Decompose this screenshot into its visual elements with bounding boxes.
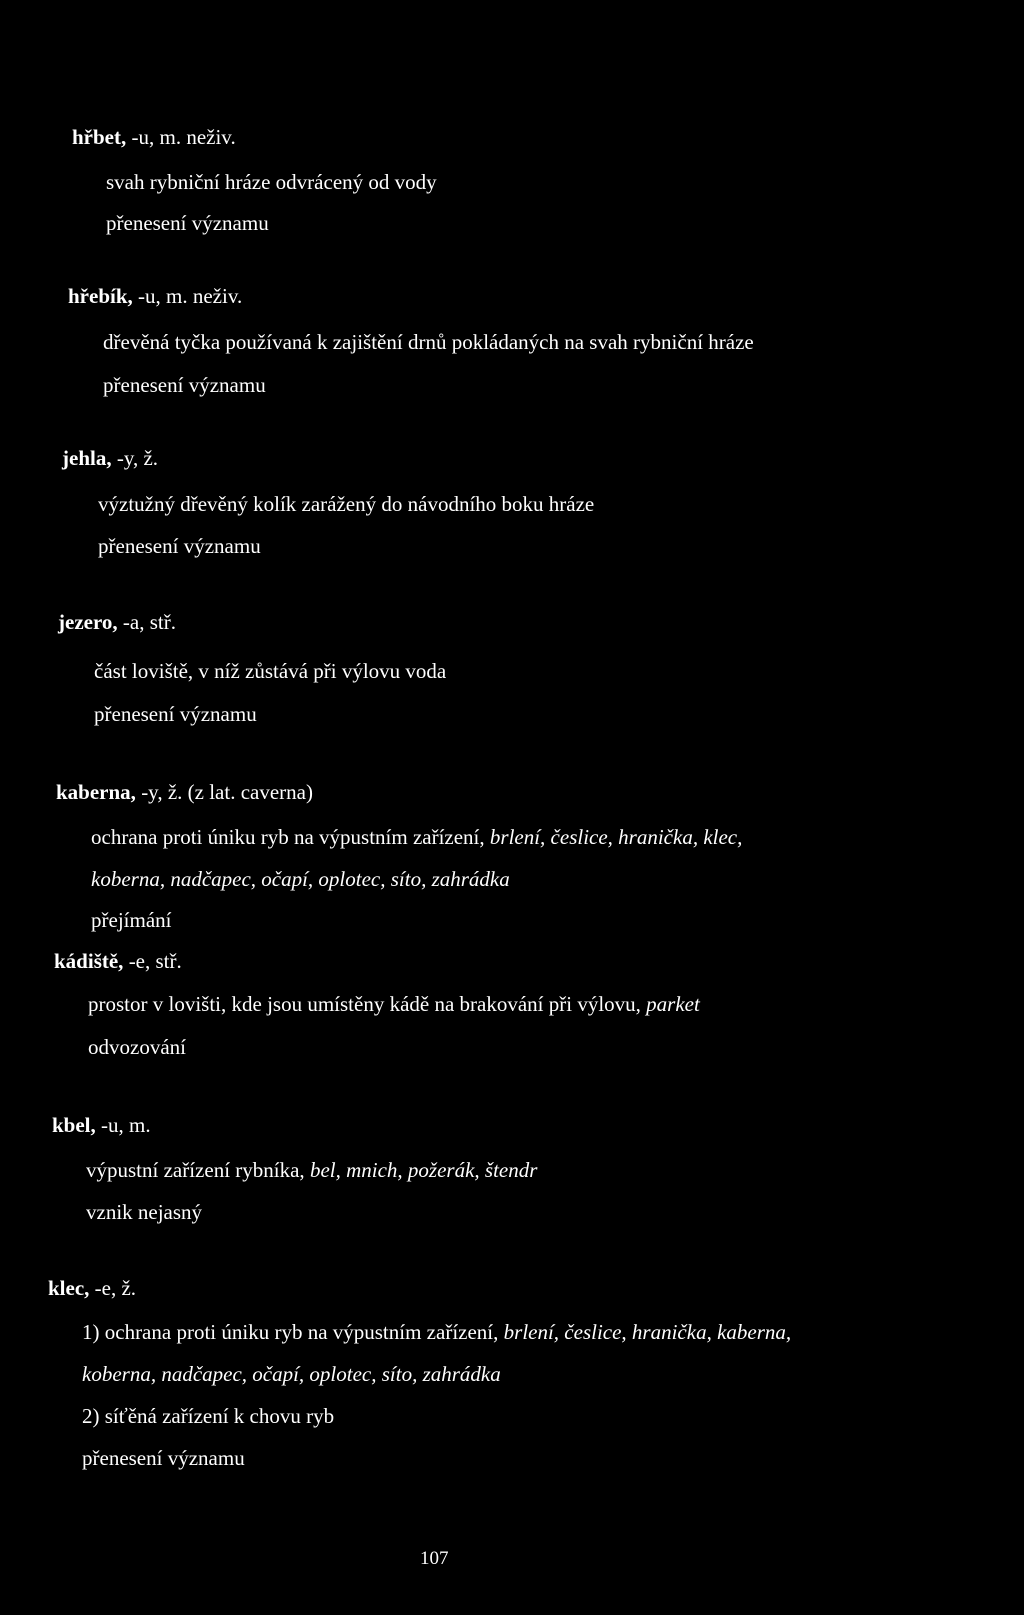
headword: jezero,: [58, 610, 118, 634]
definition: svah rybniční hráze odvrácený od vody: [106, 170, 437, 194]
entry-headline: [62, 445, 158, 471]
grammar-info: -u, m. neživ.: [132, 284, 243, 308]
etymology-note: přenesení významu: [106, 211, 269, 235]
definition: výztužný dřevěný kolík zarážený do návodního boku hráze: [98, 492, 595, 516]
grammar-info: -a, stř.: [117, 610, 176, 634]
grammar-info: -e, ž.: [89, 1276, 137, 1300]
grammar-info: -e, stř.: [123, 949, 182, 973]
etymology-note: přenesení významu: [98, 534, 261, 558]
headword: hřebík,: [68, 284, 133, 308]
definition: [86, 1157, 537, 1183]
synonyms: koberna, nadčapec, očapí, oplotec, síto, zahrádka: [82, 1362, 501, 1386]
headword: kbel,: [52, 1113, 96, 1137]
headword: jehla,: [62, 446, 112, 470]
definition-continuation: [82, 1361, 501, 1387]
etymology-note: odvozování: [88, 1035, 186, 1059]
entry-headline: [54, 948, 182, 974]
grammar-info: -y, ž.: [111, 446, 159, 470]
entry-headline: [56, 779, 313, 805]
definition: dřevěná tyčka používaná k zajištění drnů pokládaných na svah rybniční hráze: [103, 330, 754, 354]
definition-continuation: [91, 866, 510, 892]
synonyms: brlení, česlice, hranička, klec,: [489, 825, 743, 849]
grammar-info: -y, ž. (z lat. caverna): [135, 780, 313, 804]
etymology-note: přejímání: [91, 908, 172, 932]
definition-text: výpustní zařízení rybníka,: [86, 1158, 310, 1182]
definition-sense-1: [82, 1319, 791, 1345]
grammar-info: -u, m.: [95, 1113, 151, 1137]
entry-headline: [58, 609, 176, 635]
headword: kaberna,: [56, 780, 136, 804]
definition: [91, 824, 742, 850]
entry-headline: [68, 283, 242, 309]
headword: klec,: [48, 1276, 90, 1300]
definition-sense-2: 2) síťěná zařízení k chovu ryb: [82, 1404, 335, 1428]
synonyms: koberna, nadčapec, očapí, oplotec, síto, zahrádka: [91, 867, 510, 891]
grammar-info: -u, m. neživ.: [126, 125, 236, 149]
definition: část loviště, v níž zůstává při výlovu voda: [94, 659, 447, 683]
entry-headline: [72, 124, 236, 150]
etymology-note: přenesení významu: [94, 702, 257, 726]
entry-headline: [52, 1112, 151, 1138]
page-number: 107: [420, 1548, 449, 1569]
synonyms: brlení, česlice, hranička, kaberna,: [503, 1320, 792, 1344]
synonyms: parket: [646, 992, 700, 1016]
etymology-note: přenesení významu: [82, 1446, 245, 1470]
definition-text: 1) ochrana proti úniku ryb na výpustním zařízení,: [82, 1320, 504, 1344]
definition-text: ochrana proti úniku ryb na výpustním zařízení,: [91, 825, 490, 849]
definition: [88, 991, 700, 1017]
etymology-note: vznik nejasný: [86, 1200, 203, 1224]
etymology-note: přenesení významu: [103, 373, 266, 397]
entry-headline: [48, 1275, 136, 1301]
headword: hřbet,: [72, 125, 127, 149]
synonyms: bel, mnich, požerák, štendr: [309, 1158, 538, 1182]
definition-text: prostor v lovišti, kde jsou umístěny kádě na brakování při výlovu,: [88, 992, 647, 1016]
headword: kádiště,: [54, 949, 124, 973]
